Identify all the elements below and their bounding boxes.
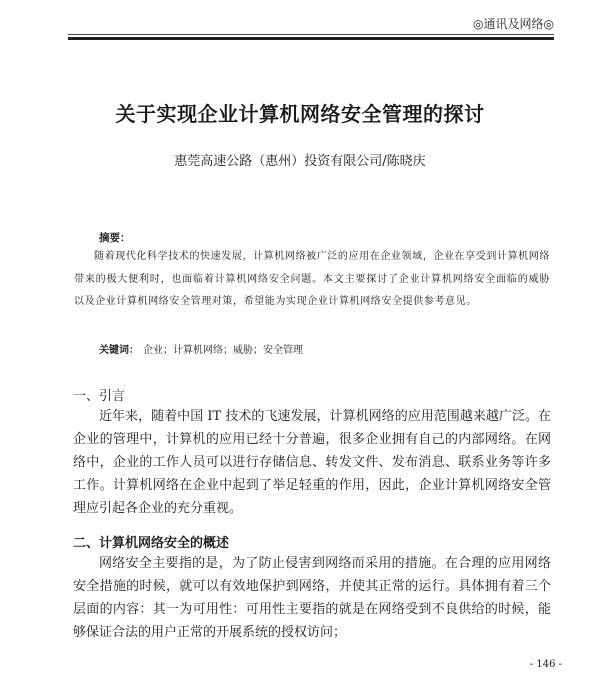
- journal-section-label: ◎通讯及网络◎: [473, 17, 554, 31]
- author-line: 惠莞高速公路（惠州）投资有限公司/陈晓庆: [174, 154, 426, 169]
- page-number: - 146 -: [529, 659, 562, 670]
- section-paragraph-overview: 网络安全主要指的是，为了防止侵害到网络而采用的措施。在合理的应用网络安全措施的时候，就可以有效地保护到网络，并使其正常的运行。具体拥有着三个层面的内容：其一为可用性：可用性主要指的就是在网络受到不良供给的时候，能够保证合法的用户正常的开展系统的授权访问；: [73, 556, 551, 640]
- keywords-label: 关键词：: [99, 345, 139, 356]
- header-rule: [68, 34, 554, 35]
- section-heading-intro: 一、引言: [73, 389, 126, 404]
- abstract-text: 随着现代化科学技术的快速发展，计算机网络被广泛的应用在企业领域，企业在享受到计算机网络带来的极大便利时，也面临着计算机网络安全问题。本文主要探讨了企业计算机网络安全面临的威胁以及企业计算机网络安全管理对策，希望能为实现企业计算机网络安全提供参考意见。: [74, 251, 550, 307]
- keywords-text: 企业；计算机网络；威胁；安全管理: [143, 345, 303, 356]
- section-paragraph-intro: 近年来，随着中国 IT 技术的飞速发展，计算机网络的应用范围越来越广泛。在企业的管理中，计算机的应用已经十分普遍，很多企业拥有自己的内部网络。在网络中，企业的工作人员可以进行存储信息、转发文件、发布消息、联系业务等许多工作。计算机网络在企业中起到了举足轻重的作用，因此，企业计算机网络安全管理应引起各企业的充分重视。: [73, 409, 551, 516]
- abstract-label: 摘要：: [99, 232, 131, 244]
- article-title: 关于实现企业计算机网络安全管理的探讨: [115, 102, 485, 126]
- section-heading-overview: 二、计算机网络安全的概述: [73, 536, 230, 551]
- header-rule-thick: [68, 37, 554, 40]
- keywords: [99, 341, 303, 356]
